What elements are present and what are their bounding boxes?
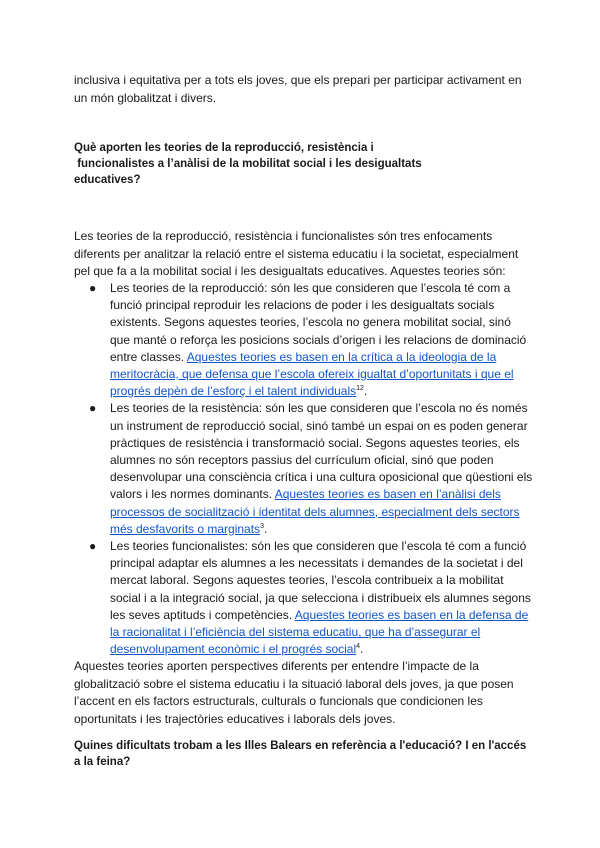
footnote-ref[interactable]: 3 — [260, 522, 264, 530]
list-item-end: . — [263, 521, 268, 536]
list-item-text: Les teories de la reproducció: són les que consideren que l’escola té com a funció principal reproduir les relacions de poder i les desigualtats socials existents. Segons aquestes teories, l’escola no genera mobilitat social, sinó que manté o reforça les posicions socials d’origen i les relacions de dominació entre classes. — [110, 281, 527, 364]
list-item-text: Les teories funcionalistes: són les que consideren que l’escola té com a funció principal adaptar els alumnes a les necessitats i demandes de la societat i del mercat laboral. Segons aquestes teories, l’escola contribueix a la mobilitat social i a la integració social, ja que selecciona i distribueix els alumnes segons les seves aptituds i competències. — [110, 539, 531, 622]
heading-line-1: Què aporten les teories de la reproducció, resistència i — [74, 142, 374, 154]
heading-line-3: educatives? — [74, 174, 141, 186]
list-item-functionalist — [74, 538, 534, 658]
bullet-marker: ● — [89, 539, 97, 554]
citation-link[interactable]: Aquestes teories es basen en la crítica a la ideologia de la meritocràcia, que defensa que l’escola ofereix igualtat d’oportunitats i que el progrés depèn de l’esforç i el talent individuals — [110, 349, 514, 399]
theories-list — [74, 280, 534, 658]
list-item-text: Les teories de la resistència: són les que consideren que l’escola no és només un instrument de reproducció social, sinó també un espai on es poden generar pràctiques de resistència i transformació social. Segons aquestes teories, els alumnes no són receptors passius del currículum oficial, sinó que poden desenvolupar una consciència crítica i una cultura oposicional que qüestioni els valors i les normes dominants. — [110, 401, 533, 502]
heading-line-2: funcionalistes a l’anàlisi de la mobilitat social i les desigualtats — [74, 158, 422, 170]
section-heading-theories — [74, 140, 534, 188]
list-item-end: . — [363, 384, 368, 399]
citation-link[interactable]: Aquestes teories es basen en l’anàlisi dels processos de socialització i identitat dels alumnes, especialment dels sectors més desfavorits o marginats — [110, 487, 520, 536]
list-item-end: . — [360, 642, 364, 657]
section-heading-balearic-difficulties: Quines dificultats trobam a les Illes Balears en referència a l'educació? I en l'accés a la feina? — [74, 740, 527, 768]
theories-intro-paragraph: Les teories de la reproducció, resistència i funcionalistes són tres enfocaments diferents per analitzar la relació entre el sistema educatiu i la societat, especialment pel que fa a la mobilitat social i les desigualtats educatives. Aquestes teories són: — [74, 229, 519, 278]
footnote-ref[interactable]: 4 — [356, 643, 361, 651]
intro-paragraph: inclusiva i equitativa per a tots els joves, que els prepari per participar activament en un món globalitzat i divers. — [74, 73, 522, 105]
list-item-resistance — [74, 400, 534, 538]
bullet-marker: ● — [89, 281, 97, 295]
bullet-marker: ● — [89, 401, 97, 416]
theories-conclusion-paragraph: Aquestes teories aporten perspectives diferents per entendre l’impacte de la globalització sobre el sistema educatiu i la situació laboral dels joves, ja que posen l’accent en els factors estructurals, culturals o funcionals que condicionen les oportunitats i les trajectòries educatives i laborals dels joves. — [74, 659, 514, 726]
footnote-ref[interactable]: 12 — [356, 385, 364, 393]
citation-link[interactable]: Aquestes teories es basen en la defensa de la racionalitat i l’eficiència del sistema educatiu, que ha d’assegurar el desenvolupament econòmic i el progrés social — [110, 607, 529, 657]
list-item-reproduction — [74, 280, 534, 400]
